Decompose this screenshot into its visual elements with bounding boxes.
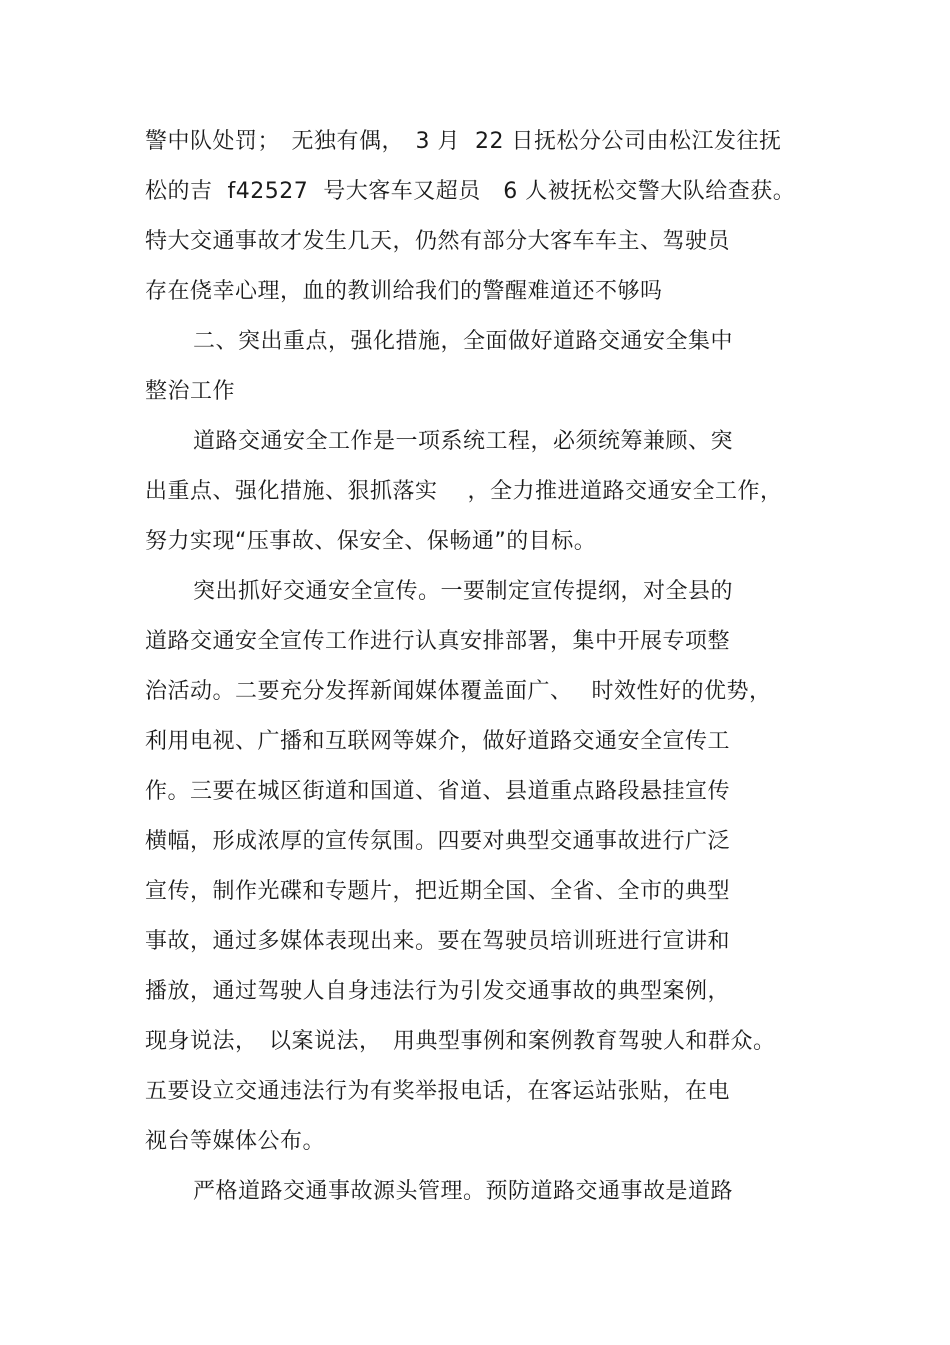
text-line: 事故，通过多媒体表现出来。要在驾驶员培训班进行宣讲和 xyxy=(145,929,731,954)
text-line: 五要设立交通违法行为有奖举报电话，在客运站张贴，在电 xyxy=(145,1079,731,1104)
text-line: 作。三要在城区街道和国道、省道、县道重点路段悬挂宣传 xyxy=(145,779,731,804)
text-line: 利用电视、广播和互联网等媒介，做好道路交通安全宣传工 xyxy=(145,729,731,754)
text-line: 播放，通过驾驶人自身违法行为引发交通事故的典型案例， xyxy=(145,979,731,1004)
text-line: 宣传，制作光碟和专题片，把近期全国、全省、全市的典型 xyxy=(145,879,731,904)
text-line: 横幅，形成浓厚的宣传氛围。四要对典型交通事故进行广泛 xyxy=(145,829,731,854)
section-heading-line: 整治工作 xyxy=(145,379,236,404)
text-line: 道路交通安全工作是一项系统工程，必须统筹兼顾、突 xyxy=(193,429,734,454)
text-line: 努力实现“压事故、保安全、保畅通”的目标。 xyxy=(145,529,597,554)
text-line: 存在侥幸心理，血的教训给我们的警醒难道还不够吗 xyxy=(145,279,663,304)
section-heading-line: 二、突出重点，强化措施，全面做好道路交通安全集中 xyxy=(193,329,734,354)
text-line: 严格道路交通事故源头管理。预防道路交通事故是道路 xyxy=(193,1179,734,1204)
text-line: 突出抓好交通安全宣传。一要制定宣传提纲，对全县的 xyxy=(193,579,734,604)
text-line: 出重点、强化措施、狠抓落实 ，全力推进道路交通安全工作， xyxy=(145,479,783,504)
text-line: 现身说法， 以案说法， 用典型事例和案例教育驾驶人和群众。 xyxy=(145,1029,776,1054)
text-line: 道路交通安全宣传工作进行认真安排部署，集中开展专项整 xyxy=(145,629,731,654)
text-line: 治活动。二要充分发挥新闻媒体覆盖面广、 时效性好的优势， xyxy=(145,679,772,704)
text-line: 视台等媒体公布。 xyxy=(145,1129,326,1154)
text-line: 特大交通事故才发生几天，仍然有部分大客车车主、驾驶员 xyxy=(145,229,731,254)
text-line: 警中队处罚； 无独有偶， 3 月 22 日抚松分公司由松江发往抚 xyxy=(145,129,782,154)
text-line: 松的吉 f42527 号大客车又超员 6 人被抚松交警大队给查获。 xyxy=(145,179,796,204)
